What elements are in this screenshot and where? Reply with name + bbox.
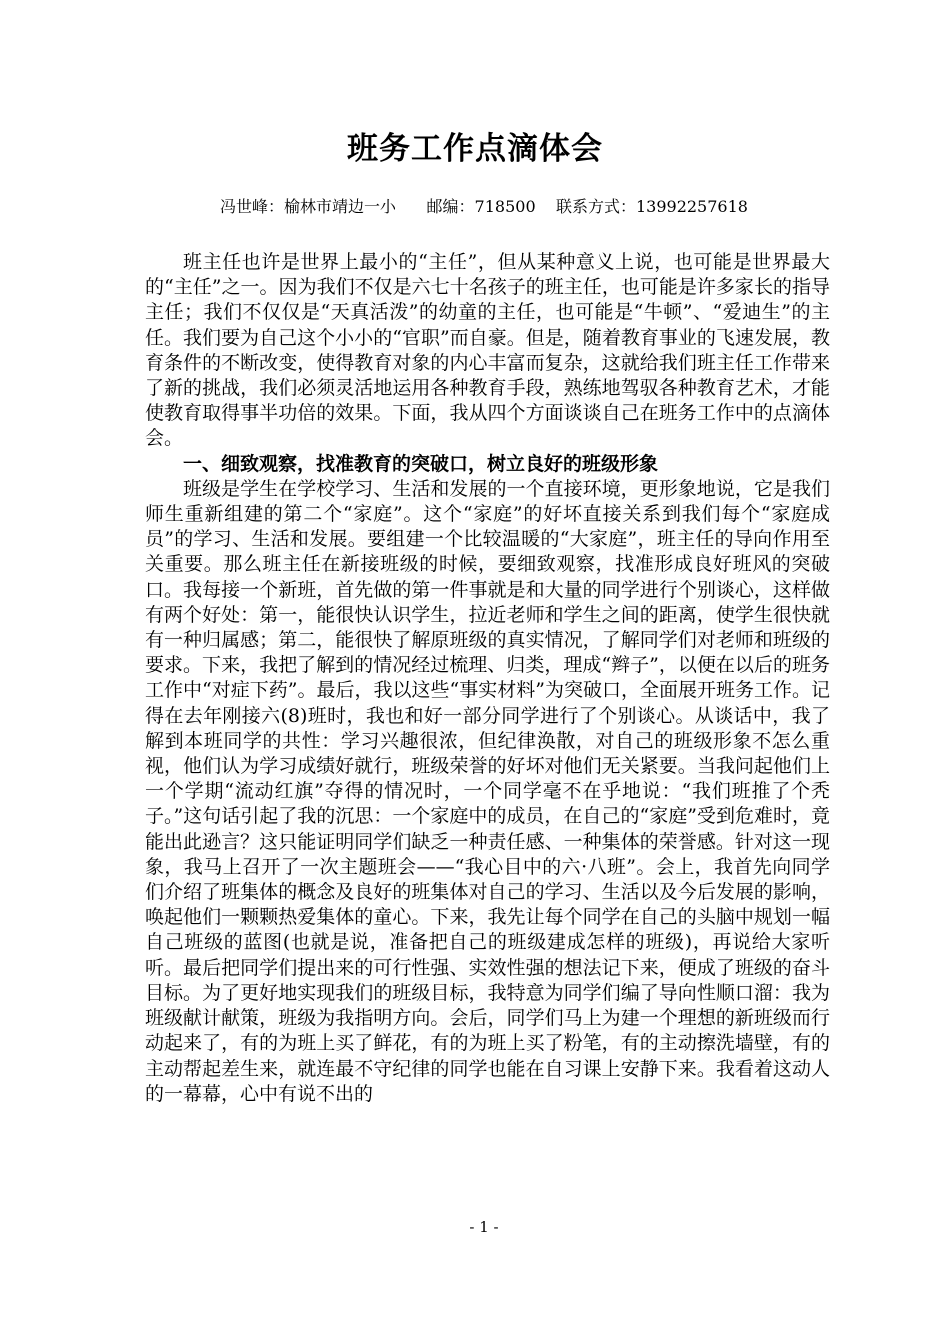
document-title: 班务工作点滴体会 bbox=[347, 131, 603, 167]
intro-paragraph: 班主任也许是世界上最小的“主任”，但从某种意义上说，也可能是世界最大的“主任”之一。因为我们不仅是六七十名孩子的班主任，也可能是许多家长的指导主任；我们不仅仅是“天真活泼”的幼童的主任，也可能是“牛顿”、“爱迪生”的主任。我们要为自己这个小小的“官职”而自豪。但是，随着教育事业的飞速发展，教育条件的不断改变，使得教育对象的内心丰富而复杂，这就给我们班主任工作带来了新的挑战，我们必须灵活地运用各种教育手段，熟练地驾驭各种教育艺术，才能使教育取得事半功倍的效果。下面，我从四个方面谈谈自己在班务工作中的点滴体会。 bbox=[145, 251, 830, 450]
section-paragraph: 班级是学生在学校学习、生活和发展的一个直接环境，更形象地说，它是我们师生重新组建的第二个“家庭”。这个“家庭”的好坏直接关系到我们每个“家庭成员”的学习、生活和发展。要组建一个比较温暖的“大家庭”，班主任的导向作用至关重要。那么班主任在新接班级的时候，要细致观察，找准形成良好班风的突破口。我每接一个新班，首先做的第一件事就是和大量的同学进行个别谈心，这样做有两个好处：第一，能很快认识学生，拉近老师和学生之间的距离，使学生很快就有一种归属感；第二，能很快了解原班级的真实情况，了解同学们对老师和班级的要求。下来，我把了解到的情况经过梳理、归类，理成“辫子”，以便在以后的班务工作中“对症下药”。最后，我以这些“事实材料”为突破口，全面展开班务工作。记得在去年刚接六(8)班时，我也和好一部分同学进行了个别谈心。从谈话中，我了解到本班同学的共性：学习兴趣很浓，但纪律涣散，对自己的班级形象不怎么重视，他们认为学习成绩好就行，班级荣誉的好坏对他们无关紧要。当我问起他们上一个学期“流动红旗”夺得的情况时，一个同学毫不在乎地说：“我们班推了个秃子。”这句话引起了我的沉思：一个家庭中的成员，在自己的“家庭”受到危难时，竟能出此逊言？这只能证明同学们缺乏一种责任感、一种集体的荣誉感。针对这一现象，我马上召开了一次主题班会——“我心目中的六·八班”。会上，我首先向同学们介绍了班集体的概念及良好的班集体对自己的学习、生活以及今后发展的影响，唤起他们一颗颗热爱集体的童心。下来，我先让每个同学在自己的头脑中规划一幅自己班级的蓝图(也就是说，准备把自己的班级建成怎样的班级)，再说给大家听听。最后把同学们提出来的可行性强、实效性强的想法记下来，便成了班级的奋斗目标。为了更好地实现我们的班级目标，我特意为同学们编了导向性顺口溜：我为班级献计献策，班级为我指明方向。会后，同学们马上为建一个理想的新班级而行动起来了，有的为班上买了鲜花，有的为班上买了粉笔，有的主动擦洗墙壁，有的主动帮起差生来，就连最不守纪律的同学也能在自习课上安静下来。我看着这动人的一幕幕，心中有说不出的 bbox=[145, 477, 830, 1105]
document-body bbox=[145, 250, 830, 1107]
author-byline: 冯世峰：榆林市靖边一小 邮编：718500 联系方式：13992257618 bbox=[220, 197, 748, 216]
page-number: - 1 - bbox=[469, 1218, 499, 1236]
section-heading: 一、细致观察，找准教育的突破口，树立良好的班级形象 bbox=[183, 452, 659, 475]
